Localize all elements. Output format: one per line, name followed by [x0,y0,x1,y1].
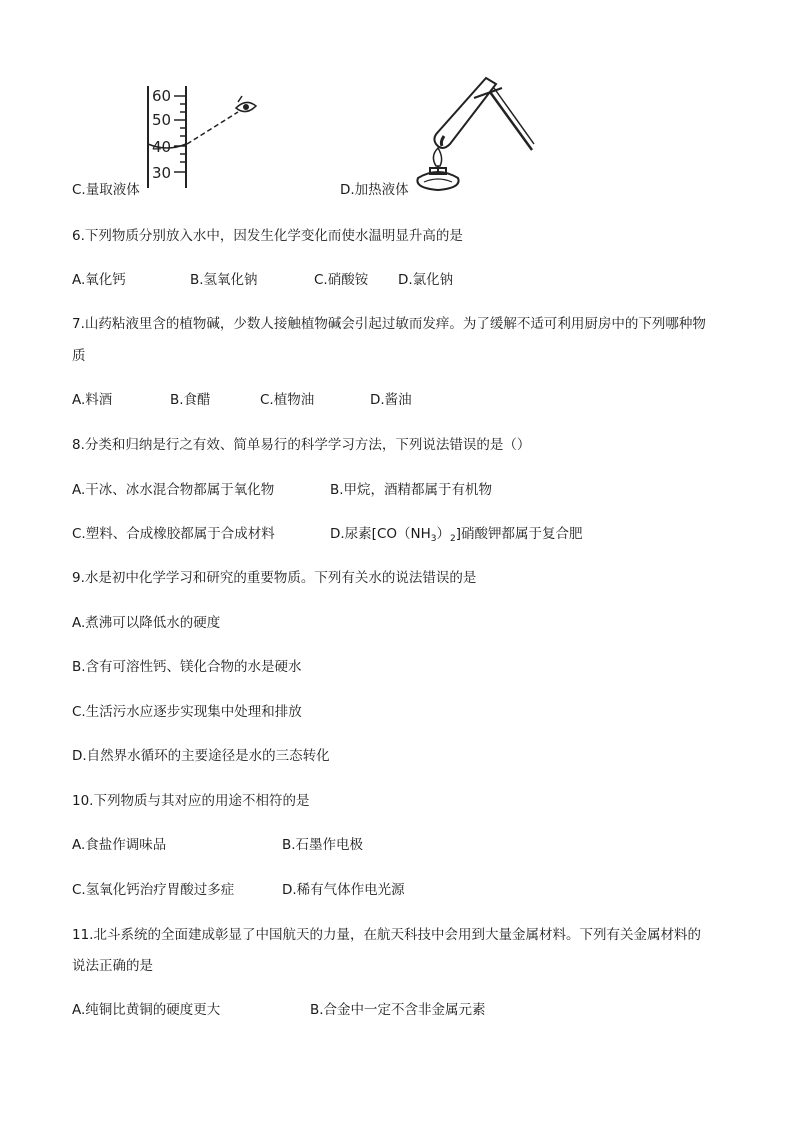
q6-option-a: A.氧化钙 [72,272,126,288]
q8-option-c: C.塑料、合成橡胶都属于合成材料 [72,526,275,542]
q11-stem-line1: 11.北斗系统的全面建成彰显了中国航天的力量，在航天科技中会用到大量金属材料。下列有关金属材料的 [72,927,701,943]
q5-option-c: C.量取液体 [72,182,140,198]
q7-option-b: B.食醋 [170,392,211,408]
q11-stem-line2: 说法正确的是 [72,958,153,974]
q10-option-a: A.食盐作调味品 [72,837,167,853]
q7-option-d: D.酱油 [370,392,412,408]
q9-option-a: A.煮沸可以降低水的硬度 [72,615,221,631]
q8-option-d [330,524,583,549]
q7-stem-line1: 7.山药粘液里含的植物碱，少数人接触植物碱会引起过敏而发痒。为了缓解不适可利用厨房中的下列哪种物 [72,316,706,332]
eye-icon [236,96,256,112]
q5-option-d: D.加热液体 [340,182,409,198]
graduated-cylinder-figure [140,82,270,190]
test-tube-heating-alcohol-lamp-icon [417,78,534,190]
scale-label-50: 50 [152,111,172,129]
q8-option-d-sub1: 3 [430,534,437,544]
q8-stem: 8.分类和归纳是行之有效、简单易行的科学学习方法，下列说法错误的是（） [72,437,531,453]
q9-option-c: C.生活污水应逐步实现集中处理和排放 [72,704,302,720]
q7-option-c: C.植物油 [260,392,315,408]
q11-option-b: B.合金中一定不含非金属元素 [310,1002,486,1018]
q10-option-d: D.稀有气体作电光源 [282,882,405,898]
q9-option-d: D.自然界水循环的主要途径是水的三态转化 [72,748,330,764]
q6-stem: 6.下列物质分别放入水中，因发生化学变化而使水温明显升高的是 [72,228,463,244]
q8-option-d-pre: D.尿素[CO（NH [330,526,431,542]
q7-stem-line2: 质 [72,348,86,364]
q9-stem: 9.水是初中化学学习和研究的重要物质。下列有关水的说法错误的是 [72,570,477,586]
q8-option-b: B.甲烷，酒精都属于有机物 [330,482,493,498]
q11-option-a: A.纯铜比黄铜的硬度更大 [72,1002,221,1018]
q6-option-b: B.氢氧化钠 [190,272,258,288]
scale-label-60: 60 [152,87,172,105]
scale-label-40: 40 [152,138,172,156]
q10-option-b: B.石墨作电极 [282,837,364,853]
q7-option-a: A.料酒 [72,392,113,408]
scale-label-30: 30 [152,164,172,182]
q9-option-b: B.含有可溶性钙、镁化合物的水是硬水 [72,659,302,675]
heating-liquid-figure [408,70,538,192]
q6-option-d: D.氯化钠 [398,272,454,288]
q8-option-a: A.干冰、冰水混合物都属于氧化物 [72,482,275,498]
q8-option-d-sub2: 2 [450,534,456,544]
q6-option-c: C.硝酸铵 [314,272,369,288]
q8-option-d-post: ]硝酸钾都属于复合肥 [455,526,583,542]
q10-option-c: C.氢氧化钙治疗胃酸过多症 [72,882,235,898]
q8-option-d-mid: ） [436,526,450,542]
q10-stem: 10.下列物质与其对应的用途不相符的是 [72,793,310,809]
